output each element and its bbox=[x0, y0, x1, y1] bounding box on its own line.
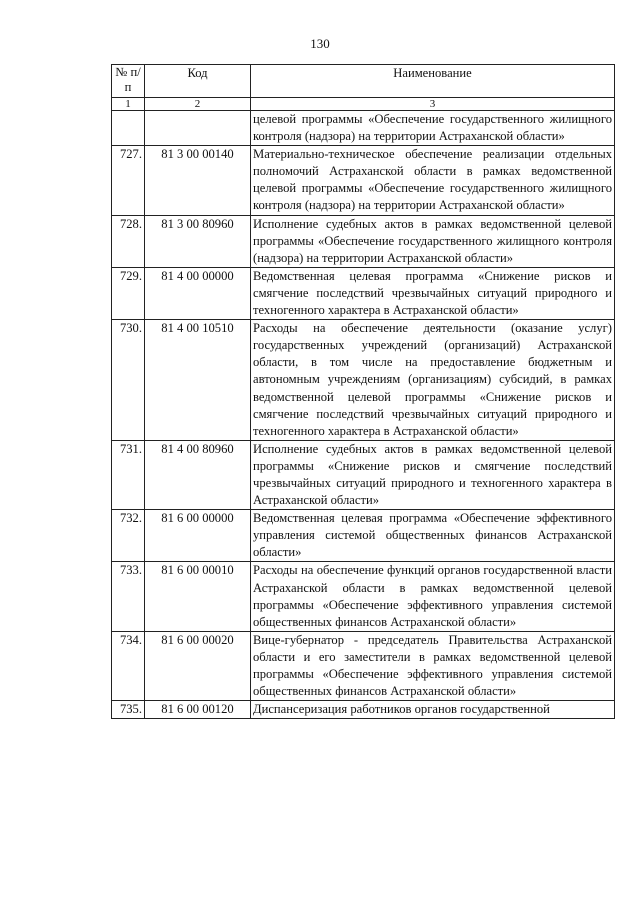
table-row bbox=[112, 631, 615, 700]
column-index-3: 3 bbox=[251, 98, 615, 111]
row-number: 732. bbox=[112, 510, 145, 562]
column-index-2: 2 bbox=[145, 98, 251, 111]
table-row bbox=[112, 320, 615, 441]
table-row bbox=[112, 215, 615, 267]
table-row bbox=[112, 510, 615, 562]
header-code: Код bbox=[145, 65, 251, 98]
row-code: 81 6 00 00000 bbox=[145, 510, 251, 562]
row-number: 735. bbox=[112, 701, 145, 719]
budget-classification-table bbox=[111, 64, 615, 719]
row-number: 734. bbox=[112, 631, 145, 700]
row-name: Диспансеризация работников органов государственной bbox=[251, 701, 615, 719]
column-index-row bbox=[112, 98, 615, 111]
row-number: 728. bbox=[112, 215, 145, 267]
row-code: 81 6 00 00020 bbox=[145, 631, 251, 700]
row-name: Ведомственная целевая программа «Обеспечение эффективного управления системой общественных финансов Астраханской области» bbox=[251, 510, 615, 562]
column-index-1: 1 bbox=[112, 98, 145, 111]
table-row bbox=[112, 267, 615, 319]
table-row bbox=[112, 562, 615, 631]
row-name: Исполнение судебных актов в рамках ведомственной целевой программы «Обеспечение государственного жилищного контроля (надзора) на территории Астраханской области» bbox=[251, 215, 615, 267]
row-code: 81 6 00 00010 bbox=[145, 562, 251, 631]
row-code: 81 3 00 80960 bbox=[145, 215, 251, 267]
row-name: Вице-губернатор - председатель Правительства Астраханской области и его заместители в рамках ведомственной целевой программы «Обеспечение эффективного управления системой общественных финансов Астраханской области» bbox=[251, 631, 615, 700]
row-code: 81 4 00 00000 bbox=[145, 267, 251, 319]
row-name: Расходы на обеспечение деятельности (оказание услуг) государственных учреждений (организаций) Астраханской области, в том числе на предоставление бюджетным и автономным учреждениям (организациям) субсидий, в рамках ведомственной целевой программы «Снижение рисков и смягчение последствий чрезвычайных ситуаций природного и техногенного характера в Астраханской области» bbox=[251, 320, 615, 441]
table-row bbox=[112, 701, 615, 719]
row-name: целевой программы «Обеспечение государственного жилищного контроля (надзора) на территории Астраханской области» bbox=[251, 111, 615, 146]
row-name: Материально-техническое обеспечение реализации отдельных полномочий Астраханской области в рамках ведомственной целевой программы «Обеспечение государственного жилищного контроля (надзора) на территории Астраханской области» bbox=[251, 146, 615, 215]
table-row bbox=[112, 440, 615, 509]
table-row bbox=[112, 146, 615, 215]
row-number bbox=[112, 111, 145, 146]
row-name: Исполнение судебных актов в рамках ведомственной целевой программы «Снижение рисков и смягчение последствий чрезвычайных ситуаций природного и техногенного характера в Астраханской области» bbox=[251, 440, 615, 509]
table-row bbox=[112, 111, 615, 146]
row-name: Ведомственная целевая программа «Снижение рисков и смягчение последствий чрезвычайных ситуаций природного и техногенного характера в Астраханской области» bbox=[251, 267, 615, 319]
row-number: 733. bbox=[112, 562, 145, 631]
row-code: 81 4 00 10510 bbox=[145, 320, 251, 441]
table-header-row bbox=[112, 65, 615, 98]
page-number: 130 bbox=[310, 36, 330, 51]
row-name: Расходы на обеспечение функций органов государственной власти Астраханской области в рамках ведомственной целевой программы «Обеспечение эффективного управления системой общественных финансов Астраханской области» bbox=[251, 562, 615, 631]
row-number: 730. bbox=[112, 320, 145, 441]
header-name: Наименование bbox=[251, 65, 615, 98]
table-body bbox=[112, 111, 615, 719]
row-code: 81 3 00 00140 bbox=[145, 146, 251, 215]
row-code: 81 4 00 80960 bbox=[145, 440, 251, 509]
row-number: 731. bbox=[112, 440, 145, 509]
row-code: 81 6 00 00120 bbox=[145, 701, 251, 719]
row-code bbox=[145, 111, 251, 146]
header-number: № п/п bbox=[112, 65, 145, 98]
row-number: 729. bbox=[112, 267, 145, 319]
row-number: 727. bbox=[112, 146, 145, 215]
